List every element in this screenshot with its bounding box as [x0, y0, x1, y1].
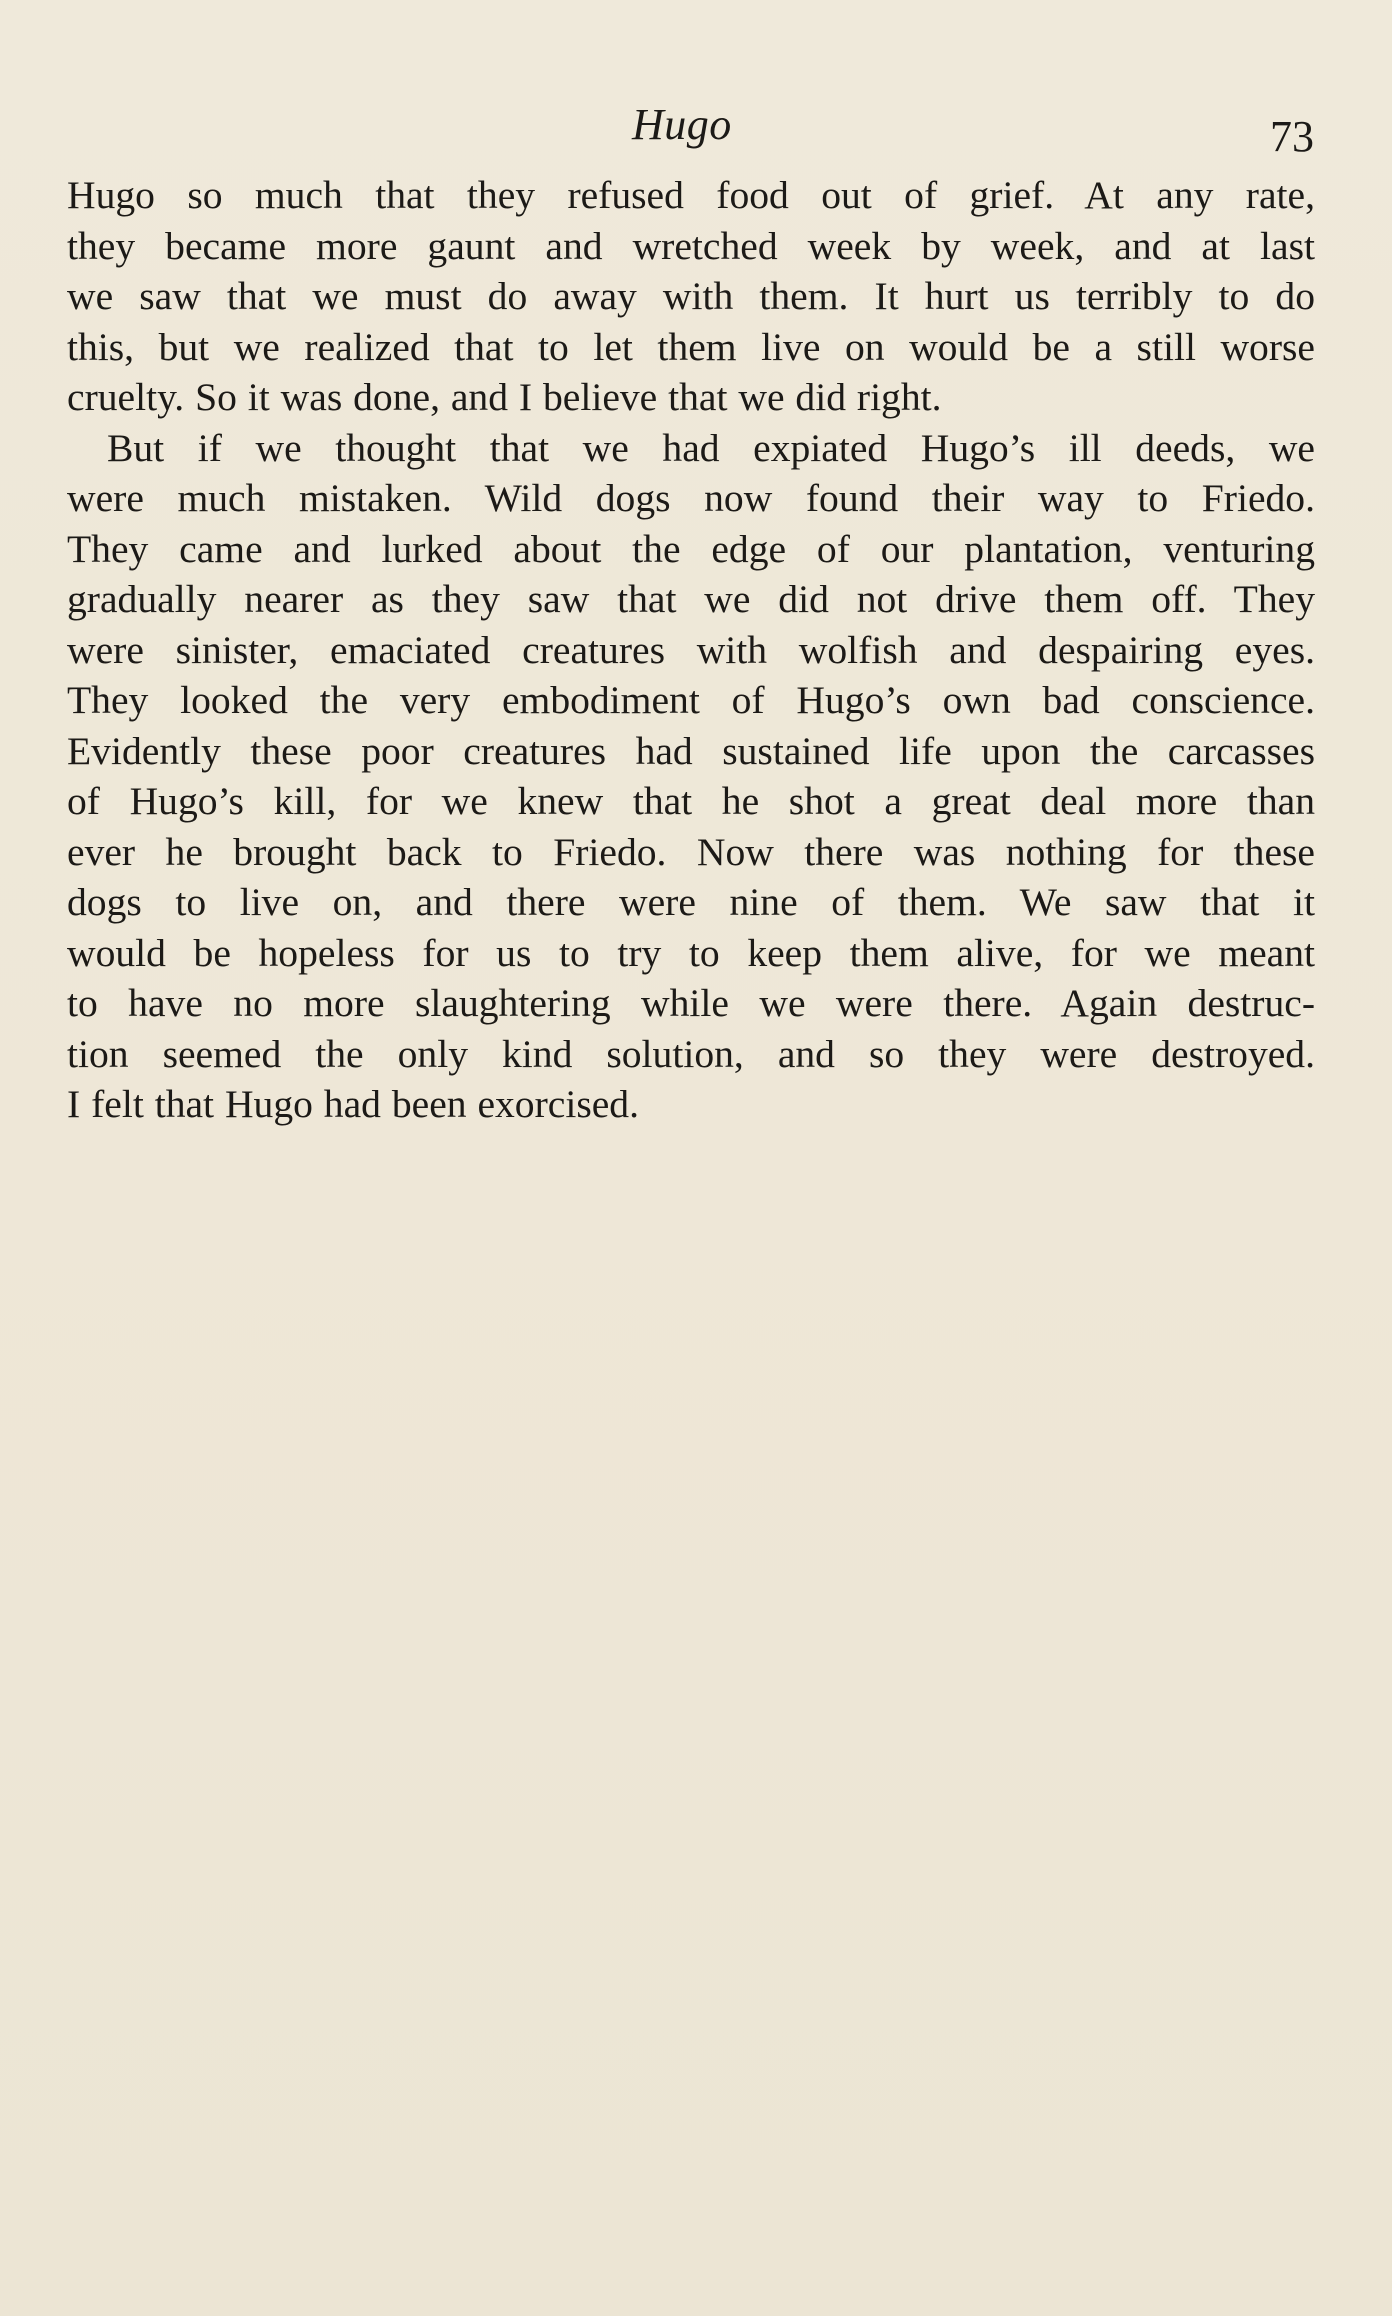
page-number: 73	[1270, 112, 1314, 161]
text-line: Evidently these poor creatures had sustained life upon the carcasses	[67, 728, 1315, 773]
text-line: They came and lurked about the edge of our plantation, venturing	[67, 526, 1315, 571]
text-line: I felt that Hugo had been exorcised.	[67, 1082, 639, 1126]
text-line: dogs to live on, and there were nine of them. We saw that it	[67, 880, 1315, 924]
text-line: would be hopeless for us to try to keep them alive, for we meant	[67, 930, 1315, 975]
text-line: tion seemed the only kind solution, and so they were destroyed.	[67, 1031, 1315, 1076]
text-line: they became more gaunt and wretched week by week, and at last	[67, 223, 1315, 268]
body-text	[67, 170, 1315, 1130]
running-head	[0, 95, 1392, 161]
running-title: Hugo	[632, 100, 732, 149]
text-line: were much mistaken. Wild dogs now found their way to Friedo.	[67, 476, 1315, 520]
text-line: But if we thought that we had expiated Hugo’s ill deeds, we	[107, 425, 1315, 470]
text-line: They looked the very embodiment of Hugo’s own bad conscience.	[67, 678, 1315, 722]
text-line: cruelty. So it was done, and I believe that we did right.	[67, 375, 942, 419]
text-line: this, but we realized that to let them live on would be a still worse	[67, 324, 1315, 369]
text-line: Hugo so much that they refused food out of grief. At any rate,	[67, 173, 1315, 217]
text-line: gradually nearer as they saw that we did not drive them off. They	[67, 577, 1315, 621]
text-line: ever he brought back to Friedo. Now there was nothing for these	[67, 829, 1315, 874]
text-line: were sinister, emaciated creatures with wolfish and despairing eyes.	[67, 627, 1315, 672]
paragraph	[67, 423, 1315, 1130]
paragraph	[67, 170, 1315, 423]
text-line: we saw that we must do away with them. It hurt us terribly to do	[67, 274, 1315, 318]
text-line: to have no more slaughtering while we were there. Again destruc-	[67, 981, 1315, 1025]
text-line: of Hugo’s kill, for we knew that he shot a great deal more than	[67, 779, 1315, 823]
